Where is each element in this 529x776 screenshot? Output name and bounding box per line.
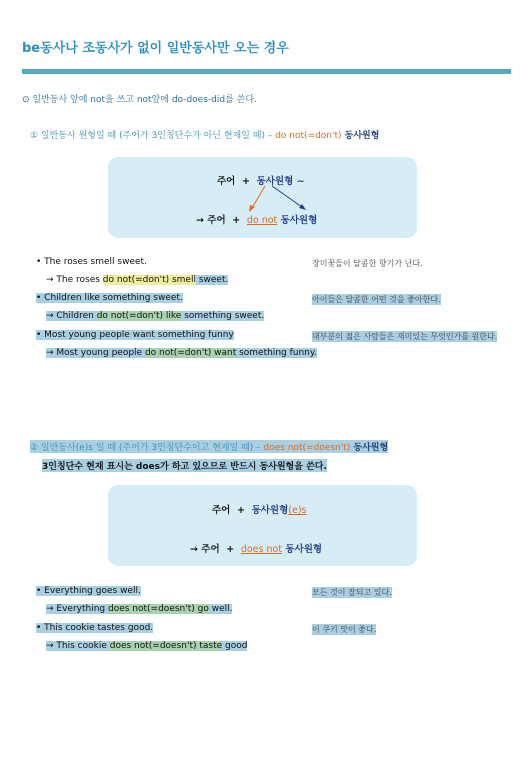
example3-negative: [46, 348, 317, 358]
box2-result-not: does not: [240, 544, 283, 555]
section2-heading-verb: 동사원형: [350, 443, 389, 453]
box1-result-subject: → 주어: [196, 215, 226, 226]
section2-heading-text: ② 일반동사(e)s 일 때 (주어가 3인칭단수이고 현재일 때) –: [30, 443, 264, 453]
section2-box-top: [212, 502, 307, 516]
example1-negative: [46, 275, 228, 285]
section1-heading-aux: do not(=don't): [275, 131, 342, 141]
example-text: This cookie tastes good.: [44, 623, 154, 633]
example-rest: good: [222, 641, 248, 651]
example-rest: something funny.: [236, 348, 317, 358]
section1-box-bottom: [196, 212, 317, 226]
bullet: •: [36, 623, 45, 633]
bullet: •: [36, 257, 45, 267]
box1-verb: 동사원형 ~: [256, 176, 305, 187]
example-prefix: → Everything: [46, 604, 108, 614]
box1-arrow-blue: [272, 186, 302, 207]
example5-sentence: [36, 623, 153, 633]
example-aux: do not(=don't) want: [144, 348, 237, 358]
example-prefix: → This cookie: [46, 641, 110, 651]
box1-result-not: do not: [246, 215, 278, 226]
example2-korean: 아이들은 달콤한 어떤 것을 좋아한다.: [312, 295, 441, 304]
example-aux: does not(=doesn't) go: [108, 604, 209, 614]
example-prefix: → The roses: [46, 275, 103, 285]
example-prefix: → Most young people: [46, 348, 145, 358]
box1-result-plus: +: [232, 215, 241, 226]
box1-arrowhead-orange: [249, 205, 255, 212]
box2-result-plus: +: [226, 544, 235, 555]
box1-result-verb: 동사원형: [280, 215, 318, 226]
rule-note: ⊙ 일반동사 앞에 not을 쓰고 not앞에 do-does-did를 쓴다.: [22, 95, 257, 105]
box1-arrowhead-blue: [299, 204, 306, 210]
box2-suffix: (e)s: [288, 505, 307, 516]
box1-arrow-orange: [252, 186, 265, 208]
example3-korean: 대부분의 젊은 사람들은 재미있는 무엇인가를 원한다.: [312, 332, 498, 341]
example-prefix: → Children: [46, 311, 97, 321]
box2-verb: 동사원형: [251, 505, 289, 516]
page-title: be동사나 조동사가 없이 일반동사만 오는 경우: [22, 41, 289, 56]
bullet: •: [36, 293, 45, 303]
box2-subject: 주어: [212, 505, 231, 516]
example-text: The roses smell sweet.: [44, 257, 147, 267]
example-rest: sweet.: [195, 275, 229, 285]
section1-heading-verb: 동사원형: [341, 131, 380, 141]
example1-korean: 장미꽃들이 달콤한 향기가 난다.: [312, 259, 423, 268]
section2-subnote: 3인칭단수 현재 표시는 does가 하고 있으므로 반드시 동사원형을 쓴다.: [42, 459, 327, 472]
example5-korean: 이 쿠키 맛이 좋다.: [312, 625, 377, 634]
example-text: Most young people want something funny: [44, 330, 234, 340]
box1-subject: 주어: [217, 176, 236, 187]
section2-heading: [30, 440, 388, 453]
example-aux: do not(=don't): [102, 275, 170, 285]
example-rest: well.: [208, 604, 233, 614]
example2-negative: [46, 311, 264, 321]
example-text: Children like something sweet.: [44, 293, 183, 303]
example2-sentence: [36, 293, 183, 303]
example5-negative: [46, 641, 247, 651]
example-rest: something sweet.: [181, 311, 265, 321]
example4-korean: 모든 것이 잘되고 있다.: [312, 588, 392, 597]
bullet: •: [36, 586, 45, 596]
example4-sentence: [36, 586, 141, 596]
example3-sentence: [36, 330, 234, 340]
example4-negative: [46, 604, 232, 614]
example-aux: do not(=don't) like: [96, 311, 182, 321]
box2-plus: +: [236, 505, 245, 516]
section1-heading-text: ① 일반동사 원형일 때 (주어가 3인칭단수가 아닌 현재일 때) –: [30, 131, 276, 141]
example-verb: smell: [169, 275, 196, 285]
section2-heading-aux: does not(=doesn't): [263, 443, 351, 453]
bullet: •: [36, 330, 45, 340]
box2-result-subject: → 주어: [190, 544, 220, 555]
example-aux: does not(=doesn't) taste: [109, 641, 223, 651]
section2-box-bottom: [190, 541, 322, 555]
example1-sentence: [36, 257, 147, 267]
example-text: Everything goes well.: [44, 586, 141, 596]
box2-result-verb: 동사원형: [285, 544, 323, 555]
box1-plus: +: [241, 176, 250, 187]
